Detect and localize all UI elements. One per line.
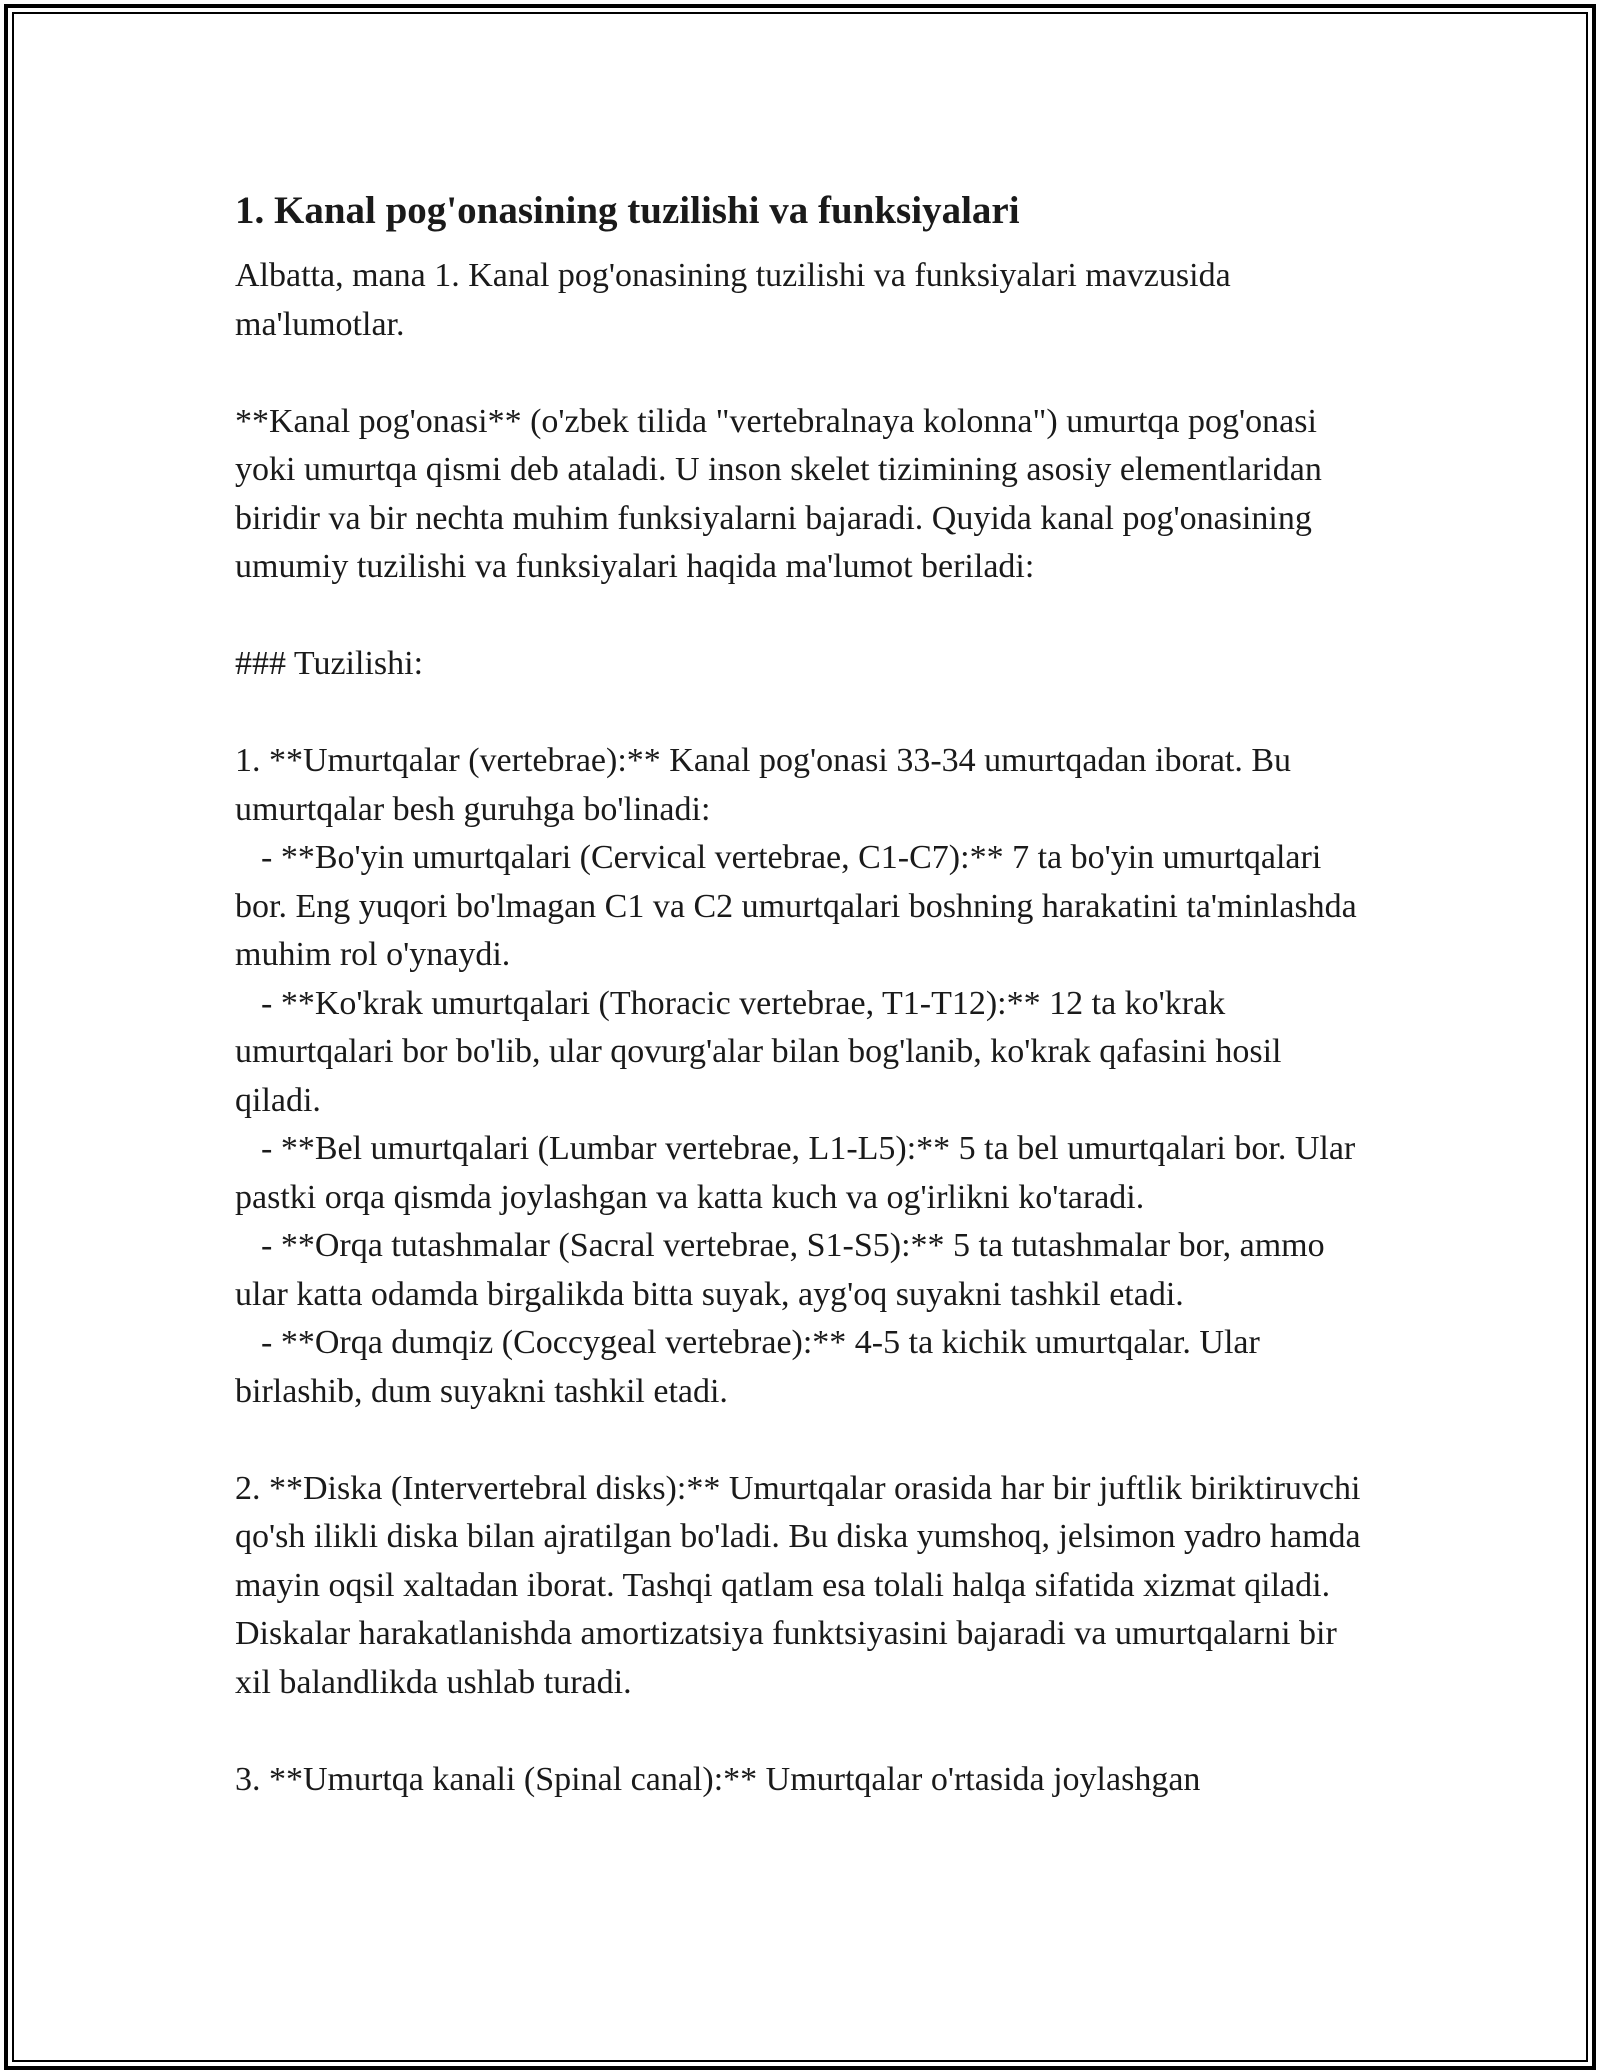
subitem-text: - **Orqa tutashmalar (Sacral vertebrae, S1-S5):** 5 ta tutashmalar bor, ammo ular katta odamda birgalikda bitta suyak, ayg'oq suyakni tashkil etadi. — [235, 1227, 1334, 1313]
subitem-thoracic — [235, 980, 1375, 1126]
intro-paragraph: Albatta, mana 1. Kanal pog'onasining tuzilishi va funksiyalari mavzusida ma'lumotlar. — [235, 257, 1240, 343]
document-body — [235, 184, 1375, 1804]
subitem-text: - **Ko'krak umurtqalari (Thoracic vertebrae, T1-T12):** 12 ta ko'krak umurtqalari bor bo'lib, ular qovurg'alar bilan bog'lanib, ko'krak qafasini hosil qiladi. — [235, 984, 1290, 1119]
paragraph-spacer — [235, 592, 1375, 641]
subitem-sacral — [235, 1222, 1375, 1319]
list-item-disks: 2. **Diska (Intervertebral disks):** Umurtqalar orasida har bir juftlik biriktiruvchi qo'sh ilikli diska bilan ajratilgan bo'ladi. Bu diska yumshoq, jelsimon yadro hamda mayin oqsil xaltadan iborat. Tashqi qatlam esa tolali halqa sifatida xizmat qiladi. Diskalar harakatlanishda amortizatsiya funktsiyasini bajaradi va umurtqalarni bir xil balandlikda ushlab turadi. — [235, 1469, 1370, 1701]
subitem-text: - **Bo'yin umurtqalari (Cervical vertebrae, C1-C7):** 7 ta bo'yin umurtqalari bor. Eng yuqori bo'lmagan C1 va C2 umurtqalari boshning harakatini ta'minlashda muhim rol o'ynaydi. — [235, 839, 1366, 973]
paragraph-spacer — [235, 1416, 1375, 1465]
list-item-spinal-canal: 3. **Umurtqa kanali (Spinal canal):** Umurtqalar o'rtasida joylashgan — [235, 1760, 1201, 1798]
document-title: 1. Kanal pog'onasining tuzilishi va funksiyalari — [235, 189, 1020, 232]
paragraph-spacer — [235, 349, 1375, 398]
subitem-text: - **Bel umurtqalari (Lumbar vertebrae, L1-L5):** 5 ta bel umurtqalari bor. Ular pastki orqa qismda joylashgan va katta kuch va og'irlikni ko'taradi. — [235, 1130, 1364, 1216]
paragraph-spacer — [235, 1707, 1375, 1756]
subitem-lumbar — [235, 1125, 1375, 1222]
subitem-coccygeal — [235, 1319, 1375, 1416]
definition-paragraph: **Kanal pog'onasi** (o'zbek tilida "vertebralnaya kolonna") umurtqa pog'onasi yoki umurtqa qismi deb ataladi. U inson skelet tizimining asosiy elementlaridan biridir va bir nechta muhim funksiyalarni bajaradi. Quyida kanal pog'onasining umumiy tuzilishi va funksiyalari haqida ma'lumot beriladi: — [235, 402, 1331, 585]
list-item-vertebrae: 1. **Umurtqalar (vertebrae):** Kanal pog'onasi 33-34 umurtqadan iborat. Bu umurtqalar besh guruhga bo'linadi: — [235, 742, 1300, 828]
section-heading: ### Tuzilishi: — [235, 645, 424, 682]
subitem-cervical — [235, 834, 1375, 980]
paragraph-spacer — [235, 689, 1375, 738]
subitem-text: - **Orqa dumqiz (Coccygeal vertebrae):** 4-5 ta kichik umurtqalar. Ular birlashib, dum suyakni tashkil etadi. — [235, 1324, 1269, 1410]
